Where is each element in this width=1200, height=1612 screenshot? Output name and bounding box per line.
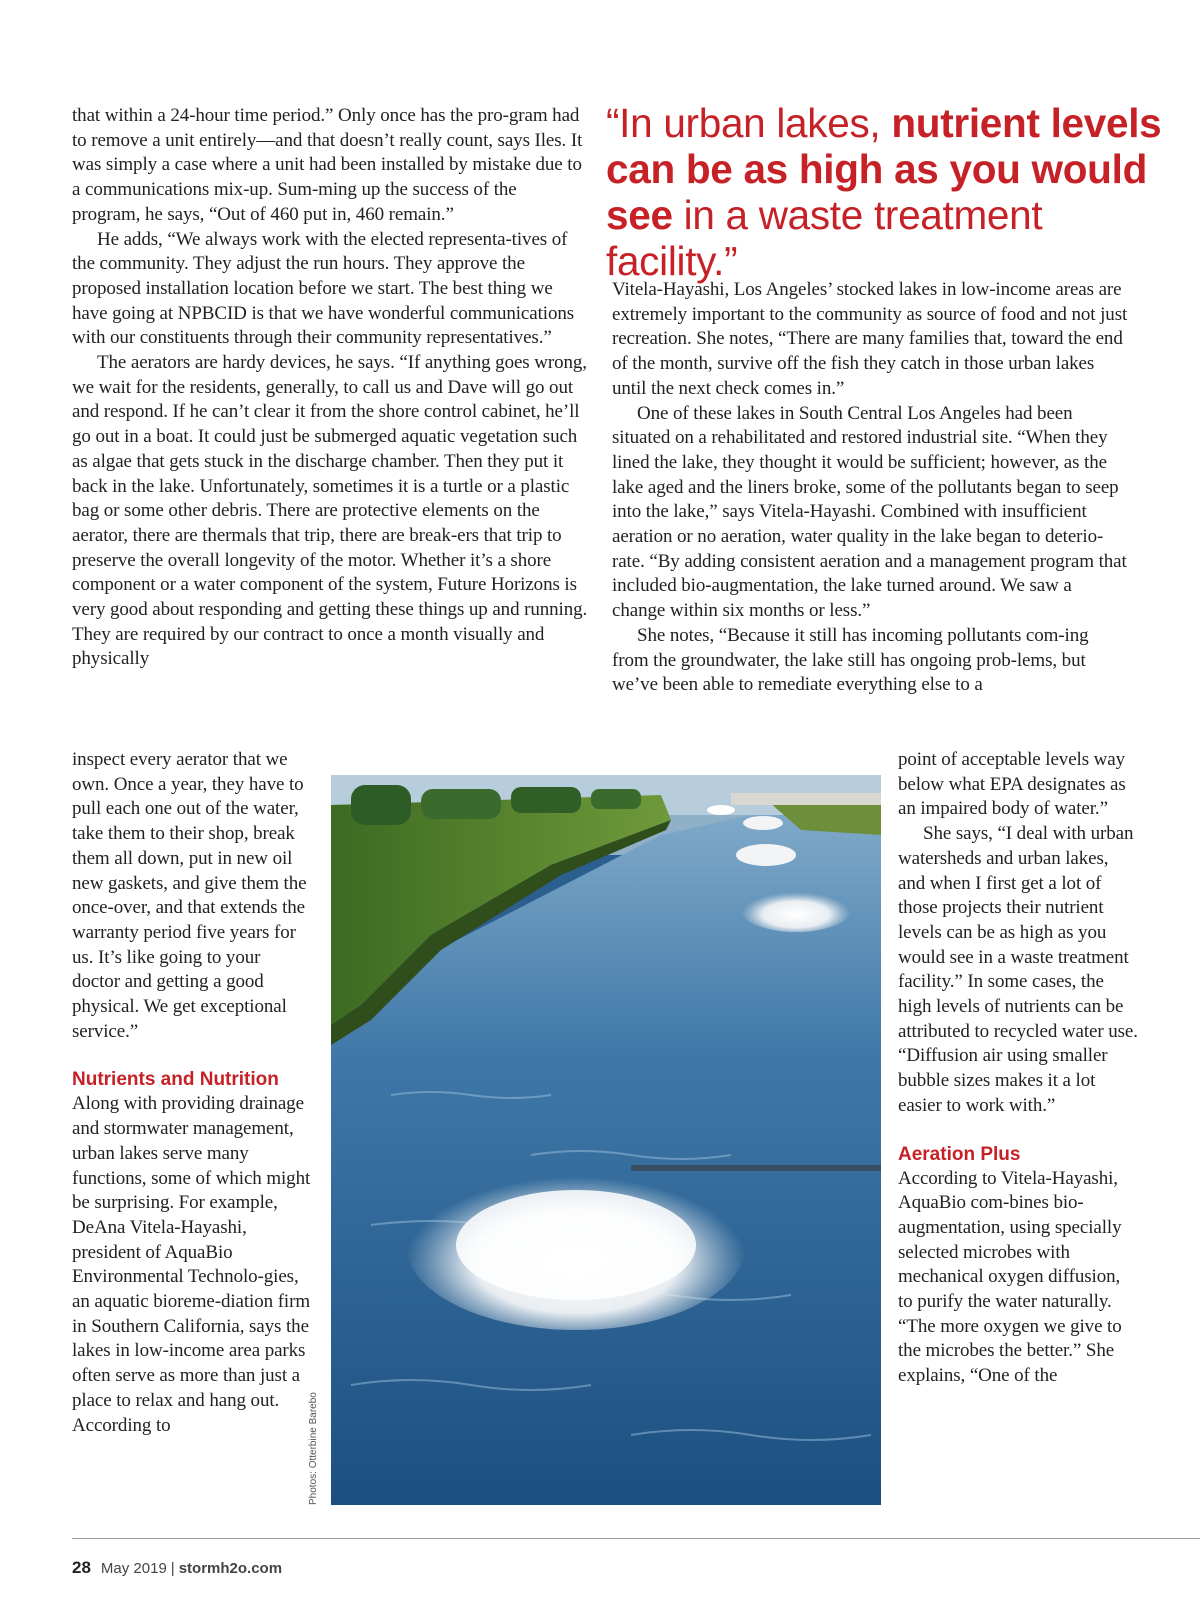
- pull-quote: [606, 100, 1166, 284]
- footer: [72, 1558, 282, 1578]
- photo-credit: Photos: Otterbine Barebo: [308, 1392, 319, 1505]
- subhead-nutrients: Nutrients and Nutrition: [72, 1069, 279, 1091]
- left-paragraph-4: Along with providing drainage and stormwater management, urban lakes serve many functions, some of which might be surprising. For example, DeAna Vitela-Hayashi, president of AquaBio Environmental Technolo-gies, an aquatic bioreme-diation firm in Southern California, says the lakes in low-income area parks often serve as more than just a place to relax and hang out. According to: [72, 1093, 311, 1436]
- footer-rule: [72, 1538, 1200, 1539]
- left-paragraph-3: The aerators are hardy devices, he says. “If anything goes wrong, we wait for the residents, generally, to call us and Dave will go out and respond. If he can’t clear it from the shore control cabinet, he’ll go out in a boat. It could just be submerged aquatic vegetation such as algae that gets stuck in the discharge chamber. Then they put it back in the lake. Unfortunately, sometimes it is a turtle or a plastic bag or some other debris. There are protective elements on the aerator, there are thermals that trip, there are break-ers that trip to preserve the overall longevity of the motor. Whether it’s a shore component or a water component of the system, Future Horizons is very good about responding and getting these things up and running. They are required by our contract to once a month visually and physically: [72, 352, 588, 670]
- pull-quote-bold: nutrient levels can be as high as you would see: [606, 100, 1162, 238]
- left-paragraph-2: He adds, “We always work with the elected representa-tives of the community. They adjust the run hours. They approve the proposed installation location before we start. The best thing we have going at NPBCID is that we have wonderful communications with our constituents through their community representatives.”: [72, 228, 575, 349]
- left-paragraph-3-cont: inspect every aerator that we own. Once a year, they have to pull each one out of the water, take them to their shop, break them all down, put in new oil new gaskets, and give them the once-over, and that extends the warranty period five years for us. It’s like going to your doctor and getting a good physical. We get exceptional service.”: [72, 749, 307, 1042]
- right-paragraph-3: She notes, “Because it still has incoming pollutants com-ing from the groundwater, the lake still has ongoing prob-lems, but we’ve been able to remediate everything else to a: [612, 624, 1089, 696]
- right-paragraph-4: She says, “I deal with urban watersheds and urban lakes, and when I first get a lot of those projects their nutrient levels can be as high as you would see in a waste treatment facility.” In some cases, the high levels of nutrients can be attributed to recycled water use. “Diffusion air using smaller bubble sizes makes it a lot easier to work with.”: [898, 823, 1138, 1116]
- subhead-aeration: Aeration Plus: [898, 1143, 1021, 1165]
- right-paragraph-5: According to Vitela-Hayashi, AquaBio com-bines bio-augmentation, using specially selected microbes with mechanical oxygen diffusion, to purify the water naturally. “The more oxygen we give to the microbes the better.” She explains, “One of the: [898, 1167, 1122, 1387]
- right-paragraph-3-cont: point of acceptable levels way below what EPA designates as an impaired body of water.”: [898, 749, 1126, 820]
- right-paragraph-2: One of these lakes in South Central Los Angeles had been situated on a rehabilitated and restored industrial site. “When they lined the lake, they thought it would be sufficient; however, as the lake aged and the liners broke, some of the pollutants began to seep into the lake,” says Vitela-Hayashi. Combined with insufficient aeration or no aeration, water quality in the lake began to deterio-rate. “By adding consistent aeration and a management program that included bio-augmentation, the lake turned around. We saw a change within six months or less.”: [612, 402, 1127, 622]
- right-column-top: [612, 278, 1128, 698]
- left-column-top: [72, 104, 588, 672]
- issue-date: May 2019: [100, 1560, 167, 1577]
- left-paragraph-1: that within a 24-hour time period.” Only once has the pro-gram had to remove a unit entirely—and that doesn’t really count, says Iles. It was simply a case where a unit had been installed by mistake due to a communications mix-up. Sum-ming up the success of the program, he says, “Out of 460 put in, 460 remain.”: [72, 105, 583, 225]
- aerator-photo: [331, 775, 881, 1505]
- pull-quote-part2: in a waste treatment facility.”: [606, 192, 1043, 284]
- right-paragraph-1: Vitela-Hayashi, Los Angeles’ stocked lakes in low-income areas are extremely important to the community as source of food and not just recreation. She notes, “There are many families that, toward the end of the month, survive off the fish they catch in those urban lakes until the next check comes in.”: [612, 279, 1128, 399]
- right-column-bottom: [898, 748, 1138, 1389]
- site-link[interactable]: stormh2o.com: [178, 1560, 283, 1577]
- left-column-bottom: [72, 748, 312, 1438]
- pull-quote-part1: “In urban lakes,: [606, 100, 892, 146]
- page-number: 28: [72, 1558, 91, 1577]
- footer-separator: |: [170, 1560, 175, 1577]
